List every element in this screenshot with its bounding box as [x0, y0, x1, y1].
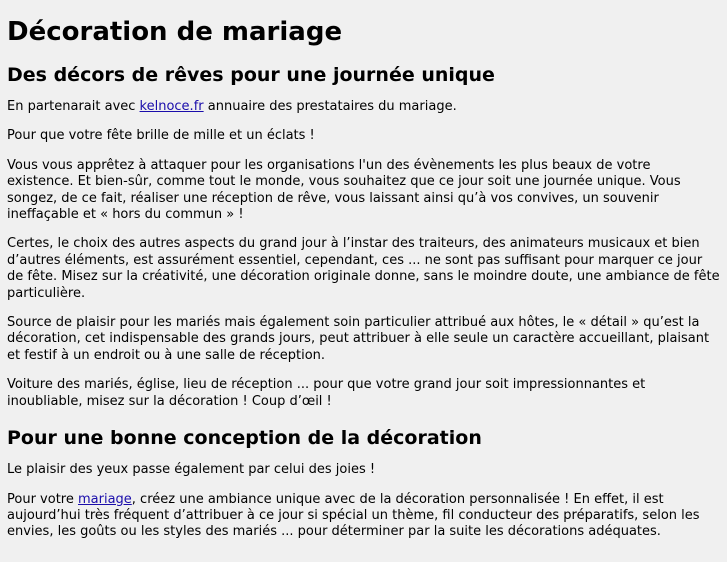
paragraph-plaisir-yeux: Le plaisir des yeux passe également par celui des joies !	[7, 462, 376, 478]
paragraph-source-plaisir: Source de plaisir pour les mariés mais également soin particulier attribué aux hôtes, le « détail » qu’est la décoration, cet indispensable des grands jours, peut attribuer à elle seule un caractère accueillant, plaisant et festif à un endroit ou à une salle de réception.	[7, 315, 710, 363]
intro-paragraph	[7, 99, 720, 115]
page-content	[0, 17, 727, 541]
paragraph-mariage	[7, 492, 720, 541]
paragraph-existence: Vous vous apprêtez à attaquer pour les organisations l'un des évènements les plus beaux de votre existence. Et bien-sûr, comme tout le monde, vous souhaitez que ce jour soit une journée unique. Vous songez, de ce fait, réaliser une réception de rêve, vous laissant ainsi qu’à vos convives, un souvenir ineffaçable et « hors du commun » !	[7, 157, 681, 223]
mariage-text-after: , créez une ambiance unique avec de la décoration personnalisée ! En effet, il est aujourd’hui très fréquent d’attribuer à ce jour si spécial un thème, fil conducteur des préparatifs, selon les envies, les goûts ou les styles des mariés ... pour déterminer par la suite les décorations adéquates.	[7, 491, 700, 540]
intro-text-after: annuaire des prestataires du mariage.	[203, 99, 457, 114]
paragraph-eclats: Pour que votre fête brille de mille et un éclats !	[7, 128, 315, 144]
kelnoce-link[interactable]: kelnoce.fr	[139, 99, 204, 114]
mariage-text-before: Pour votre	[7, 491, 78, 507]
paragraph-certes: Certes, le choix des autres aspects du grand jour à l’instar des traiteurs, des animateurs musicaux et bien d’autres éléments, est assurément essentiel, cependant, ces ... ne sont pas suffisant pour marquer ce jour de fête. Misez sur la créativité, une décoration originale donne, sans le moindre doute, une ambiance de fête particulière.	[7, 236, 720, 301]
intro-text-before: En partenarait avec	[7, 99, 140, 114]
section-heading-conception: Pour une bonne conception de la décoration	[7, 427, 482, 450]
page-title: Décoration de mariage	[7, 17, 343, 47]
section-heading-decors: Des décors de rêves pour une journée unique	[7, 64, 495, 86]
mariage-link[interactable]: mariage	[77, 491, 132, 507]
paragraph-voiture: Voiture des mariés, église, lieu de réception ... pour que votre grand jour soit impressionnantes et inoubliable, misez sur la décoration ! Coup d’œil !	[7, 377, 646, 409]
